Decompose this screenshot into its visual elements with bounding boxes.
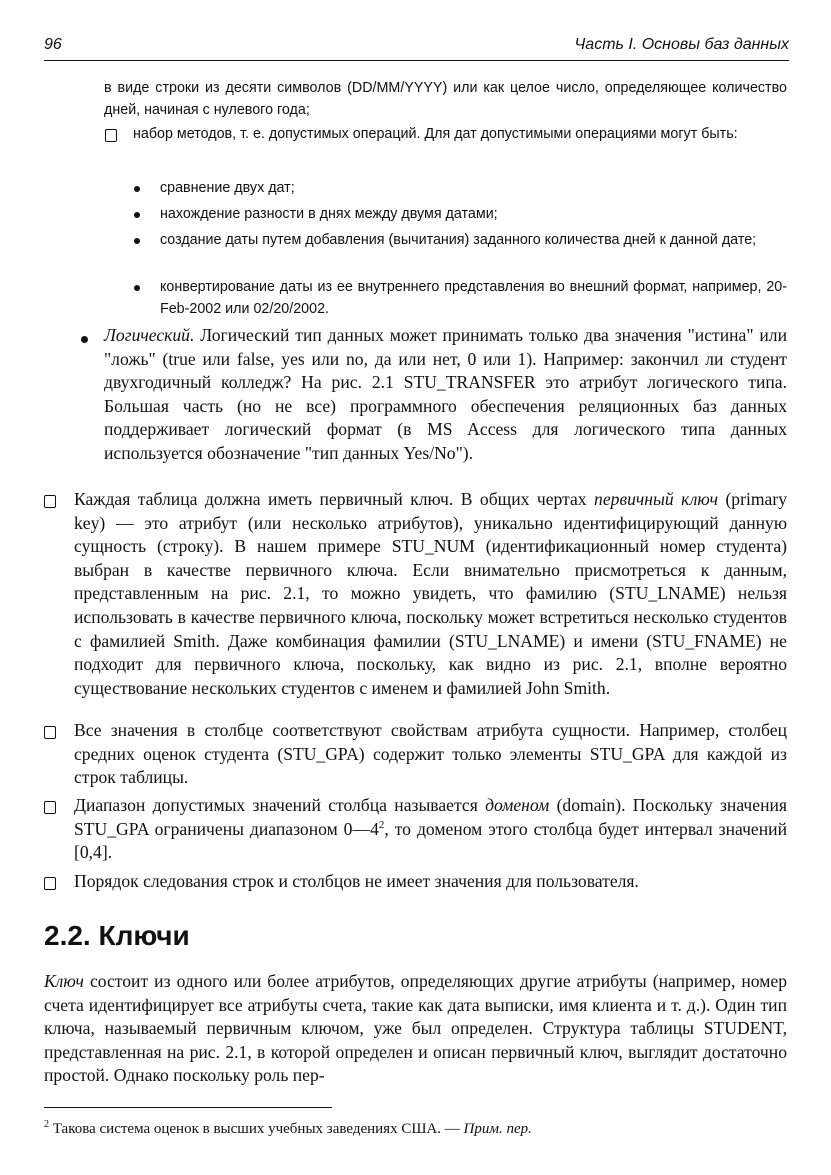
rule-text: Каждая таблица должна иметь первичный ключ. В общих чертах <box>74 489 595 509</box>
footnote-ref: 2 <box>378 818 385 831</box>
column-values-paragraph: Все значения в столбце соответствуют свойствам атрибута сущности. Например, столбец средних оценок студента (STU_GPA) содержит только элементы STU_GPA для каждой из строк таблицы. <box>74 720 787 788</box>
checkbox-bullet-icon <box>44 801 56 814</box>
term-key: Ключ <box>44 971 84 991</box>
logical-type-paragraph <box>104 324 787 466</box>
running-title: Часть I. Основы баз данных <box>574 36 789 53</box>
rule-text: Диапазон допустимых значений столбца называется <box>74 795 486 815</box>
date-format-continuation: в виде строки из десяти символов (DD/MM/YYYY) или как целое число, определяющее количество дней, начиная с нулевого года; <box>104 80 787 118</box>
rule-text: (primary key) — это атрибут (или несколько атрибутов), уникально идентифицирующий данную сущность (строку). В нашем примере STU_NUM (идентификационный номер студента) выбран в качестве первичного ключа. Если внимательно присмотреться к данным, представленным на рис. 2.1, то можно увидеть, что фамилию (STU_LNAME) нельзя использовать в качестве первичного ключа, поскольку может встретиться несколько студентов с фамилией Smith. Даже комбинация фамилии (STU_LNAME) и имени (STU_FNAME) не подходит для первичного ключа, поскольку, как видно из рис. 2.1, вполне вероятно существование нескольких студентов с имeнем и фамилией John Smith. <box>74 489 788 698</box>
bullet-item-difference: нахождение разности в днях между двумя датами; <box>160 206 498 222</box>
bullet-dot-icon <box>134 186 140 192</box>
methods-item: набор методов, т. е. допустимых операций. Для дат допустимыми операциями могут быть: <box>133 126 738 142</box>
term-primary-key: первичный ключ <box>594 489 718 509</box>
logical-term: Логический. <box>104 325 195 345</box>
bullet-dot-icon <box>134 285 140 291</box>
checkbox-bullet-icon <box>44 726 56 739</box>
order-paragraph: Порядок следования строк и столбцов не имеет значения для пользователя. <box>74 871 639 891</box>
checkbox-bullet-icon <box>44 877 56 890</box>
intro-text: состоит из одного или более атрибутов, определяющих другие атрибуты (например, номер счета идентифицирует все атрибуты счета, такие как дата выписки, имя клиента и т. д.). Один тип ключа, называемый первичным ключом, уже был определен. Структура таблицы STUDENT, представленная на рис. 2.1, в которой определен и описан первичный ключ, выглядит достаточно простой. Однако поскольку роль пер- <box>44 971 787 1086</box>
bullet-item-compare: сравнение двух дат; <box>160 180 295 196</box>
bullet-item-convert: конвертирование даты из ее внутреннего представления во внешний формат, например, 20-Feb-2002 или 02/20/2002. <box>160 279 787 317</box>
term-domain: доменом <box>485 795 550 815</box>
bullet-dot-icon <box>134 238 140 244</box>
footnote-mark: 2 <box>44 1119 49 1130</box>
page-number: 96 <box>44 36 62 53</box>
footnote-divider <box>44 1107 332 1108</box>
footnote <box>44 1121 532 1138</box>
logical-text: Логический тип данных может принимать только два значения "истина" или "ложь" (true или false, yes или no, да или нет, 0 или 1). Например: закончил ли студент двухгодичный колледж? На рис. 2.1 STU_TRANSFER это атрибут логического типа. Большая часть (но не все) программного обеспечения реляционных баз данных поддерживает логический формат (в MS Access для логического типа данных используется обозначение "тип данных Yes/No"). <box>104 325 787 463</box>
footnote-text: Такова система оценок в высших учебных заведениях США. — <box>49 1121 464 1137</box>
section-heading: 2.2. Ключи <box>44 920 190 951</box>
domain-paragraph <box>74 794 787 865</box>
footnote-note: Прим. пер. <box>463 1121 532 1137</box>
bullet-dot-icon <box>134 212 140 218</box>
keys-intro-paragraph <box>44 970 787 1088</box>
checkbox-bullet-icon <box>44 495 56 508</box>
rule-text: , то доменом этого столбца будет интервал значений [0,4]. <box>74 818 787 863</box>
checkbox-bullet-icon <box>105 129 117 142</box>
primary-key-paragraph <box>74 488 787 700</box>
rule-text: (domain). Поскольку значения STU_GPA ограничены диапазоном 0—4 <box>74 795 787 839</box>
page-header <box>44 34 789 61</box>
bullet-dot-icon <box>81 336 88 343</box>
bullet-item-create: создание даты путем добавления (вычитания) заданного количества дней к данной дате; <box>160 232 757 248</box>
